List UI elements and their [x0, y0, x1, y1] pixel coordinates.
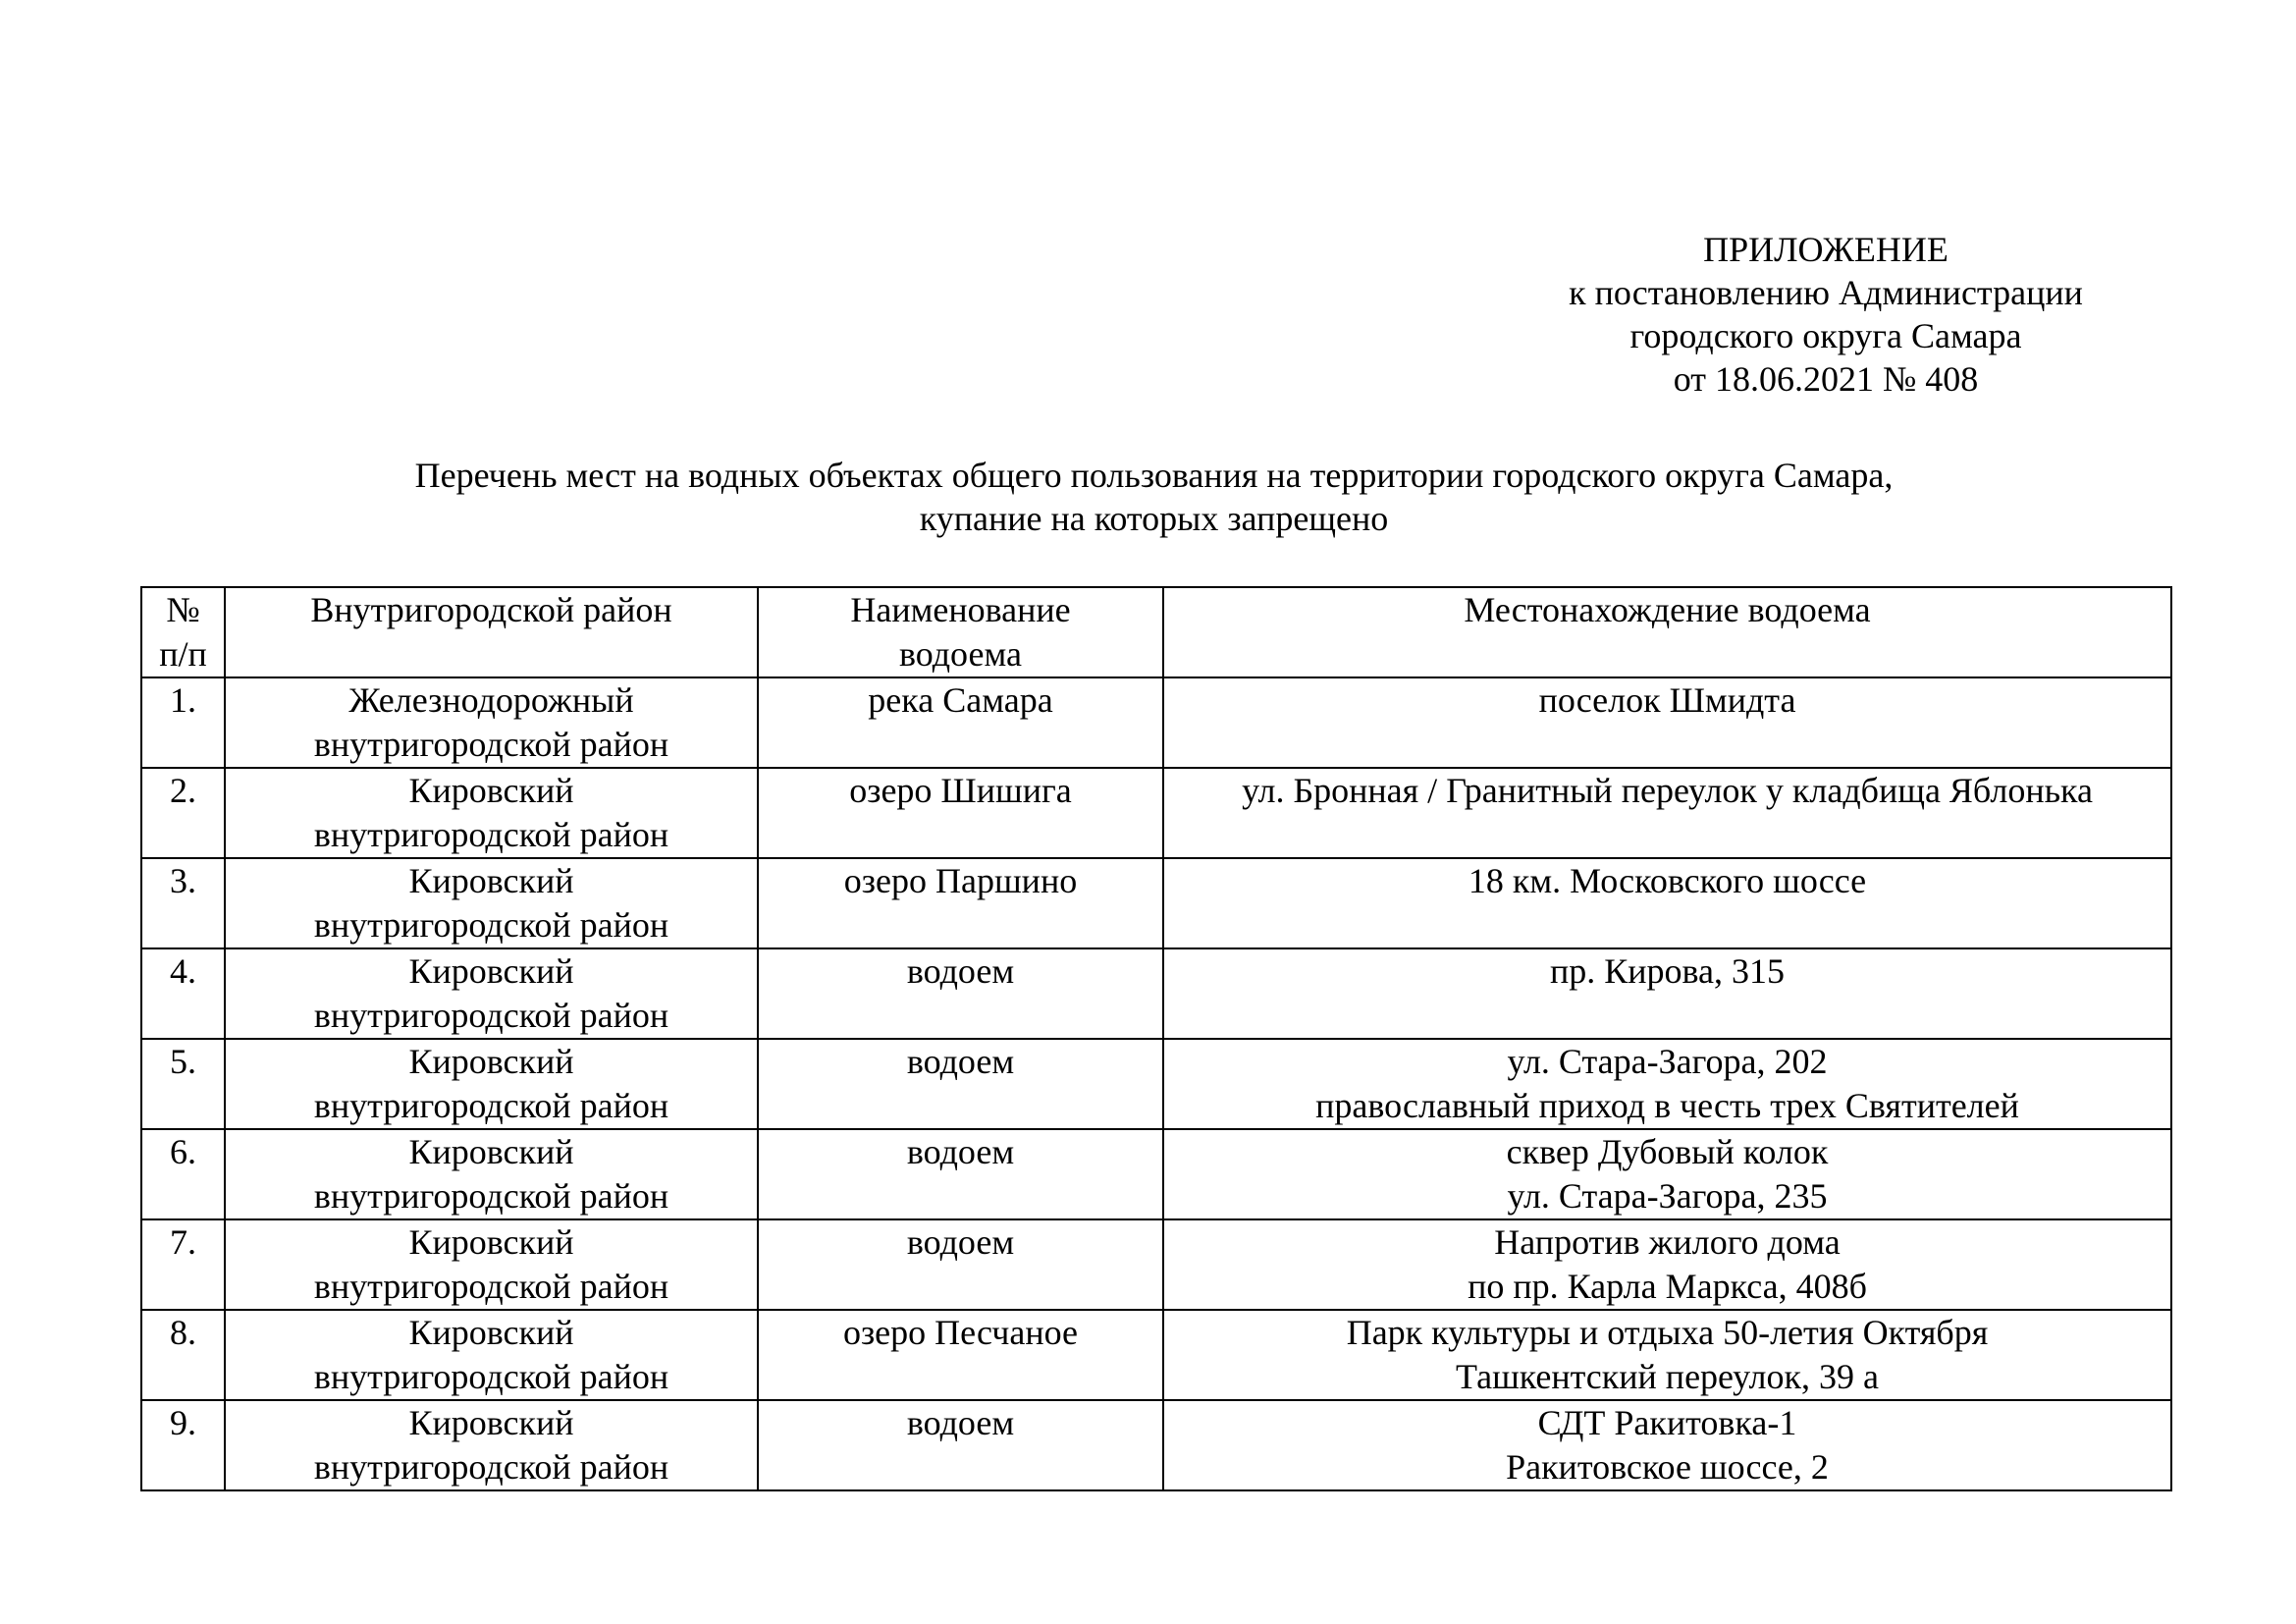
row-number-text: 2. — [170, 771, 196, 810]
row-number-text: 7. — [170, 1222, 196, 1262]
location-line-1: 18 км. Московского шоссе — [1468, 861, 1867, 900]
table-header-row — [141, 587, 2171, 677]
header-district — [225, 587, 758, 677]
header-water-body-name — [758, 587, 1163, 677]
header-location-label: Местонахождение водоема — [1464, 590, 1871, 629]
location-line-1: поселок Шмидта — [1538, 680, 1796, 720]
header-location — [1163, 587, 2171, 677]
row-water-body-name — [758, 948, 1163, 1039]
row-district — [225, 1039, 758, 1129]
district-line-2: внутригородской район — [313, 996, 669, 1035]
appendix-resolution-line: к постановлению Администрации — [1569, 273, 2083, 312]
row-water-body-name — [758, 677, 1163, 768]
appendix-block — [1502, 228, 2150, 401]
water-body-name-text: водоем — [906, 1042, 1015, 1081]
water-body-name-text: водоем — [906, 1132, 1015, 1171]
row-number-text: 5. — [170, 1042, 196, 1081]
document-title-line-1: Перечень мест на водных объектах общего пользования на территории городского округа Самара, — [414, 456, 1894, 495]
row-district — [225, 1219, 758, 1310]
header-number-line-1: № — [166, 590, 200, 629]
table-row — [141, 948, 2171, 1039]
row-location — [1163, 1039, 2171, 1129]
header-number-line-2: п/п — [159, 634, 207, 674]
district-line-2: внутригородской район — [313, 1086, 669, 1125]
row-location — [1163, 858, 2171, 948]
water-body-name-text: озеро Песчаное — [842, 1313, 1079, 1352]
row-number-text: 6. — [170, 1132, 196, 1171]
district-line-1: Кировский — [408, 951, 574, 991]
row-location — [1163, 768, 2171, 858]
row-number — [141, 677, 225, 768]
row-number — [141, 948, 225, 1039]
district-line-1: Кировский — [408, 1313, 574, 1352]
row-location — [1163, 1400, 2171, 1490]
row-location — [1163, 948, 2171, 1039]
row-number — [141, 768, 225, 858]
district-line-1: Кировский — [408, 1403, 574, 1442]
row-district — [225, 677, 758, 768]
table-row — [141, 768, 2171, 858]
row-number — [141, 1219, 225, 1310]
document-title — [140, 454, 2167, 540]
district-line-1: Кировский — [408, 771, 574, 810]
table-row — [141, 1129, 2171, 1219]
district-line-1: Кировский — [408, 1042, 574, 1081]
row-water-body-name — [758, 1310, 1163, 1400]
row-location — [1163, 1310, 2171, 1400]
row-number-text: 8. — [170, 1313, 196, 1352]
row-number-text: 3. — [170, 861, 196, 900]
district-line-1: Кировский — [408, 861, 574, 900]
district-line-2: внутригородской район — [313, 815, 669, 854]
table-row — [141, 1310, 2171, 1400]
row-number-text: 1. — [170, 680, 196, 720]
header-district-label: Внутригородской район — [310, 590, 672, 629]
district-line-1: Кировский — [408, 1132, 574, 1171]
location-line-2: ул. Стара-Загора, 235 — [1507, 1176, 1828, 1216]
row-water-body-name — [758, 768, 1163, 858]
header-name-line-2: водоема — [899, 634, 1022, 674]
table-row — [141, 1219, 2171, 1310]
water-body-name-text: река Самара — [868, 680, 1053, 720]
district-line-2: внутригородской район — [313, 1357, 669, 1396]
appendix-authority-line: городского округа Самара — [1629, 316, 2022, 355]
location-line-1: СДТ Ракитовка-1 — [1537, 1403, 1797, 1442]
district-line-2: внутригородской район — [313, 1176, 669, 1216]
water-body-name-text: озеро Паршино — [843, 861, 1078, 900]
row-water-body-name — [758, 1219, 1163, 1310]
row-number-text: 4. — [170, 951, 196, 991]
district-line-1: Кировский — [408, 1222, 574, 1262]
water-body-name-text: водоем — [906, 1222, 1015, 1262]
row-water-body-name — [758, 858, 1163, 948]
table-row — [141, 677, 2171, 768]
row-number-text: 9. — [170, 1403, 196, 1442]
district-line-2: внутригородской район — [313, 1447, 669, 1487]
header-name-line-1: Наименование — [850, 590, 1071, 629]
row-water-body-name — [758, 1039, 1163, 1129]
appendix-date-number: от 18.06.2021 № 408 — [1673, 359, 1979, 399]
table-row — [141, 1039, 2171, 1129]
district-line-2: внутригородской район — [313, 1267, 669, 1306]
header-number — [141, 587, 225, 677]
row-number — [141, 1129, 225, 1219]
table-row — [141, 858, 2171, 948]
water-body-name-text: водоем — [906, 951, 1015, 991]
row-location — [1163, 1129, 2171, 1219]
location-line-1: ул. Стара-Загора, 202 — [1507, 1042, 1828, 1081]
table-row — [141, 1400, 2171, 1490]
row-district — [225, 1310, 758, 1400]
row-number — [141, 1400, 225, 1490]
row-district — [225, 1129, 758, 1219]
row-number — [141, 1310, 225, 1400]
location-line-1: Напротив жилого дома — [1494, 1222, 1841, 1262]
location-line-1: сквер Дубовый колок — [1506, 1132, 1829, 1171]
row-number — [141, 858, 225, 948]
district-line-1: Железнодорожный — [348, 680, 634, 720]
row-district — [225, 1400, 758, 1490]
row-number — [141, 1039, 225, 1129]
location-line-2: Ташкентский переулок, 39 а — [1456, 1357, 1879, 1396]
document-title-line-2: купание на которых запрещено — [919, 499, 1389, 538]
location-line-1: пр. Кирова, 315 — [1549, 951, 1786, 991]
appendix-heading: ПРИЛОЖЕНИЕ — [1703, 230, 1949, 269]
location-line-2: православный приход в честь трех Святителей — [1315, 1086, 2019, 1125]
district-line-2: внутригородской район — [313, 905, 669, 945]
row-water-body-name — [758, 1400, 1163, 1490]
row-district — [225, 768, 758, 858]
location-line-1: Парк культуры и отдыха 50-летия Октября — [1346, 1313, 1989, 1352]
row-location — [1163, 1219, 2171, 1310]
water-bodies-table — [140, 586, 2172, 1491]
row-water-body-name — [758, 1129, 1163, 1219]
water-body-name-text: озеро Шишига — [849, 771, 1072, 810]
row-district — [225, 948, 758, 1039]
water-body-name-text: водоем — [906, 1403, 1015, 1442]
location-line-1: ул. Бронная / Гранитный переулок у кладбища Яблонька — [1242, 771, 2093, 810]
location-line-2: по пр. Карла Маркса, 408б — [1468, 1267, 1867, 1306]
row-district — [225, 858, 758, 948]
location-line-2: Ракитовское шоссе, 2 — [1506, 1447, 1829, 1487]
district-line-2: внутригородской район — [313, 725, 669, 764]
row-location — [1163, 677, 2171, 768]
